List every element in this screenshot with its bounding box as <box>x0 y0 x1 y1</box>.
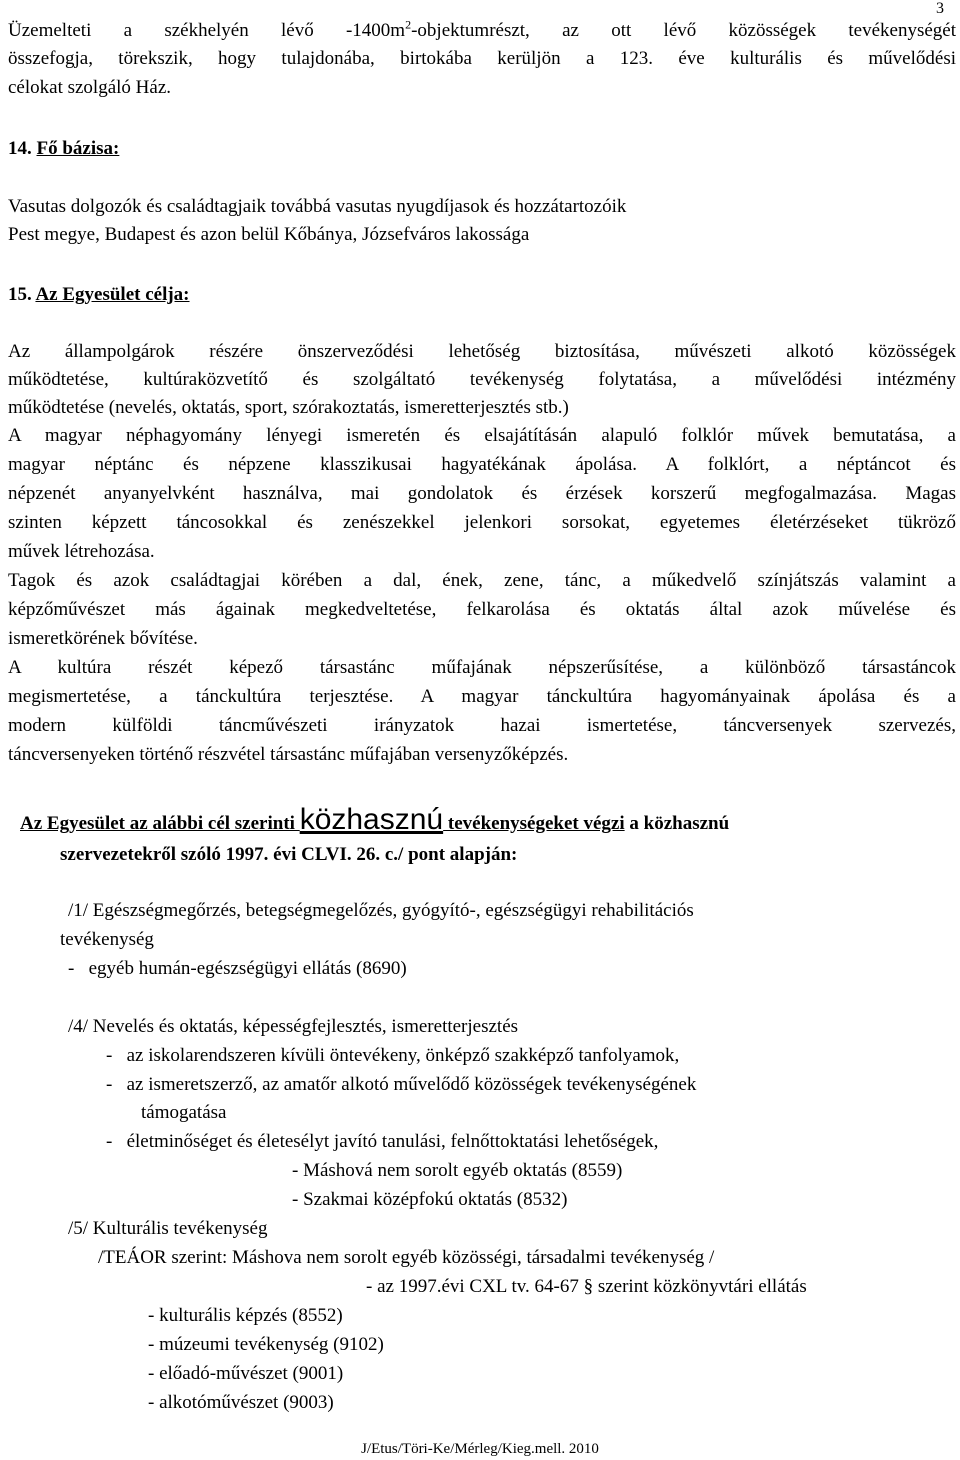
section-15-line: népzenét anyanyelvként használva, mai gondolatok és érzések korszerű megfogalmazása. Magas <box>8 483 956 504</box>
section-15-line: ismeretkörének bővítése. <box>8 628 198 649</box>
activity-5-law: - az 1997.évi CXL tv. 64-67 § szerint közkönyvtári ellátás <box>366 1276 807 1297</box>
section-15-line: képzőművészet más ágainak megkedveltetése, felkarolása és oktatás által azok művelése és <box>8 599 956 620</box>
section-15-title: Az Egyesület célja: <box>35 284 190 305</box>
section-15-line: modern külföldi táncművészeti irányzatok hazai ismertetése, táncversenyek szervezés, <box>8 715 956 736</box>
intro-line-2: összefogja, törekszik, hogy tulajdonába, birtokába kerüljön a 123. éve kulturális és művelődési <box>8 48 956 69</box>
section-15-heading <box>8 284 190 306</box>
section-15-line: működtetése, kultúraközvetítő és szolgáltató tevékenység folytatása, a művelődési intézmény <box>8 369 956 390</box>
activity-4-teaor-item: - Máshová nem sorolt egyéb oktatás (8559) <box>292 1160 623 1181</box>
kozhasznu-heading-line-2: szervezetekről szóló 1997. évi CLVI. 26. c./ pont alapján: <box>60 844 518 865</box>
activity-4-teaor-item: - Szakmai középfokú oktatás (8532) <box>292 1189 568 1210</box>
section-14-line-1: Vasutas dolgozók és családtagjaik továbbá vasutas nyugdíjasok és hozzátartozóik <box>8 196 627 217</box>
section-15-line: A magyar néphagyomány lényegi ismeretén és elsajátításán alapuló folklór művek bemutatása, a <box>8 425 956 446</box>
kozhasznu-part-1: Az Egyesület az alábbi cél szerinti <box>20 813 300 834</box>
kozhasznu-heading-line-1 <box>20 803 729 837</box>
intro-line-3: célokat szolgáló Ház. <box>8 77 172 98</box>
activity-4-subitem: - az ismeretszerző, az amatőr alkotó művelődő közösségek tevékenységének <box>106 1074 697 1095</box>
activity-5-item: - kulturális képzés (8552) <box>148 1305 343 1326</box>
section-15-number: 15. <box>8 284 32 305</box>
intro-line-1 <box>8 17 956 42</box>
kozhasznu-part-3: tevékenységeket végzi <box>443 813 625 834</box>
section-15-line: működtetése (nevelés, oktatás, sport, szórakoztatás, ismeretterjesztés stb.) <box>8 397 569 418</box>
section-14-line-2: Pest megye, Budapest és azon belül Kőbánya, Józsefváros lakossága <box>8 224 530 245</box>
section-14-heading <box>8 138 119 160</box>
section-14-number: 14. <box>8 138 32 159</box>
section-15-line: megismertetése, a tánckultúra terjesztése. A magyar tánckultúra hagyományainak ápolása és a <box>8 686 956 707</box>
section-15-line: Az állampolgárok részére önszerveződési lehetőség biztosítása, művészeti alkotó közösségek <box>8 341 956 362</box>
section-15-line: A kultúra részét képező társastánc műfajának népszerűsítése, a különböző társastáncok <box>8 657 956 678</box>
superscript-2: 2 <box>405 17 412 32</box>
activity-1-line-1: /1/ Egészségmegőrzés, betegségmegelőzés, gyógyító-, egészségügyi rehabilitációs <box>68 900 694 921</box>
section-15-line: Tagok és azok családtagjai körében a dal, ének, zene, tánc, a műkedvelő színjátszás valamint a <box>8 570 956 591</box>
kozhasznu-part-4: a közhasznú <box>624 813 730 834</box>
section-15-line: művek létrehozása. <box>8 541 155 562</box>
section-14-title: Fő bázisa: <box>36 138 120 159</box>
activity-5-item: - múzeumi tevékenység (9102) <box>148 1334 384 1355</box>
kozhasznu-word: közhasznú <box>299 803 444 836</box>
intro-line-1a: Üzemelteti a székhelyén lévő -1400m <box>8 20 406 41</box>
activity-5-item: - előadó-művészet (9001) <box>148 1363 344 1384</box>
activity-4-subitem: - az iskolarendszeren kívüli öntevékeny, önképző szakképző tanfolyamok, <box>106 1045 680 1066</box>
page-number: 3 <box>936 0 944 17</box>
activity-1-subitem: - egyéb humán-egészségügyi ellátás (8690) <box>68 958 407 979</box>
activity-5-teaor: /TEÁOR szerint: Máshova nem sorolt egyéb közösségi, társadalmi tevékenység / <box>98 1247 715 1268</box>
section-15-line: magyar néptánc és népzene klasszikusai hagyatékának ápolása. A folklórt, a néptáncot és <box>8 454 956 475</box>
activity-4-title: /4/ Nevelés és oktatás, képességfejlesztés, ismeretterjesztés <box>68 1016 519 1037</box>
activity-4-subitem: - életminőséget és életesélyt javító tanulási, felnőttoktatási lehetőségek, <box>106 1131 659 1152</box>
activity-5-title: /5/ Kulturális tevékenység <box>68 1218 268 1239</box>
activity-1-line-2: tevékenység <box>60 929 154 950</box>
intro-line-1b: -objektumrészt, az ott lévő közösségek tevékenységét <box>411 20 956 41</box>
section-15-line: táncversenyeken történő részvétel társastánc műfajában versenyzőképzés. <box>8 744 569 765</box>
footer: J/Etus/Töri-Ke/Mérleg/Kieg.mell. 2010 <box>361 1441 599 1457</box>
activity-5-item: - alkotóművészet (9003) <box>148 1392 334 1413</box>
activity-4-subitem-cont: támogatása <box>141 1102 227 1123</box>
section-15-line: szinten képzett táncosokkal és zenészekkel jelenkori sorsokat, egyetemes életérzéseket tükröző <box>8 512 956 533</box>
